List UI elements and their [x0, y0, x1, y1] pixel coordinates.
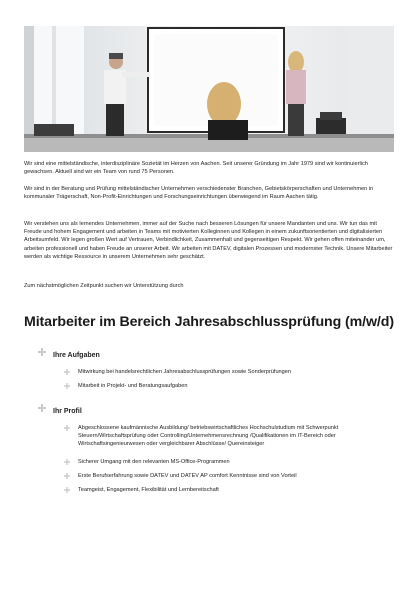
intro-paragraph-4: Zum nächstmöglichen Zeitpunkt suchen wir Unterstützung durch	[24, 283, 184, 289]
list-item-text: Mitwirkung bei handelsrechtlichen Jahresabschlussprüfungen sowie Sonderprüfungen	[78, 369, 292, 375]
plus-bullet-icon	[64, 459, 70, 465]
plus-bullet-icon	[64, 369, 70, 375]
list-item-text: Erste Berufserfahrung sowie DATEV und DATEV AP comfort Kenntnisse sind von Vorteil	[78, 473, 297, 479]
list-item-text: Sicherer Umgang mit den relevanten MS-Office-Programmen	[78, 459, 230, 465]
list-item-text: Teamgeist, Engagement, Flexibilität und Lernbereitschaft	[78, 487, 219, 493]
plus-icon	[38, 348, 46, 356]
plus-bullet-icon	[64, 383, 70, 389]
list-item-text: Mitarbeit in Projekt- und Beratungsaufgaben	[78, 383, 188, 389]
plus-icon	[38, 404, 46, 412]
plus-bullet-icon	[64, 487, 70, 493]
office-meeting-photo	[24, 26, 394, 152]
section-heading-profile: Ihr Profil	[53, 408, 82, 415]
plus-bullet-icon	[64, 473, 70, 479]
office-meeting-photo-icon	[24, 26, 394, 152]
intro-paragraph-3: Wir verstehen uns als lernendes Unternehmen, immer auf der Suche nach besseren Lösungen für unsere Mandanten und uns. Wir tun das mit Freude und hohem Engagement und arbeiten in Teams mit motivierten Kolleginnen und Kollegen in einem zukunftsorientierten und digitalisierten Arbeitsumfeld. Wir legen großen Wert auf Vertrauen, Verbindlichkeit, Zusammenhalt und gegenseitigen Respekt. Wir gehen offen miteinander um, arbeiten professionell und haben Freude an unserer Arbeit. Wir arbeiten mit DATEV, digitalen Prozessen und modernster Technik. Unsere Mitarbeiter werden als wichtige Ressource in unserem Unternehmen sehr geschätzt.	[24, 221, 393, 260]
plus-bullet-icon	[64, 425, 70, 431]
list-item-text: Abgeschlossene kaufmännische Ausbildung/ betriebswirtschaftliches Hochschulstudium mit Schwerpunkt Steuern/Wirtschaftsprüfung oder Controlling/Unternehmensrechnung /Qualifikationen im IT-Bereich oder Wirtschaftsingenieurwesen oder vergleichbarer Abschlüsse/ Quereinsteiger	[78, 425, 339, 447]
job-title: Mitarbeiter im Bereich Jahresabschlussprüfung (m/w/d)	[24, 314, 394, 330]
section-heading-tasks: Ihre Aufgaben	[53, 352, 100, 359]
intro-paragraph-1: Wir sind eine mittelständische, interdisziplinäre Sozietät im Herzen von Aachen. Seit unserer Gründung im Jahr 1979 sind wir kontinuierlich gewachsen. Aktuell sind wir ein Team von rund 75 Personen.	[24, 161, 368, 176]
intro-paragraph-2: Wir sind in der Beratung und Prüfung mittelständischer Unternehmen verschiedenster Branchen, Gebietskörperschaften und Unternehmen in kommunaler Trägerschaft, Non-Profit-Einrichtungen und Forschungseinrichtungen überwiegend im Raum Aachen tätig.	[24, 186, 374, 201]
